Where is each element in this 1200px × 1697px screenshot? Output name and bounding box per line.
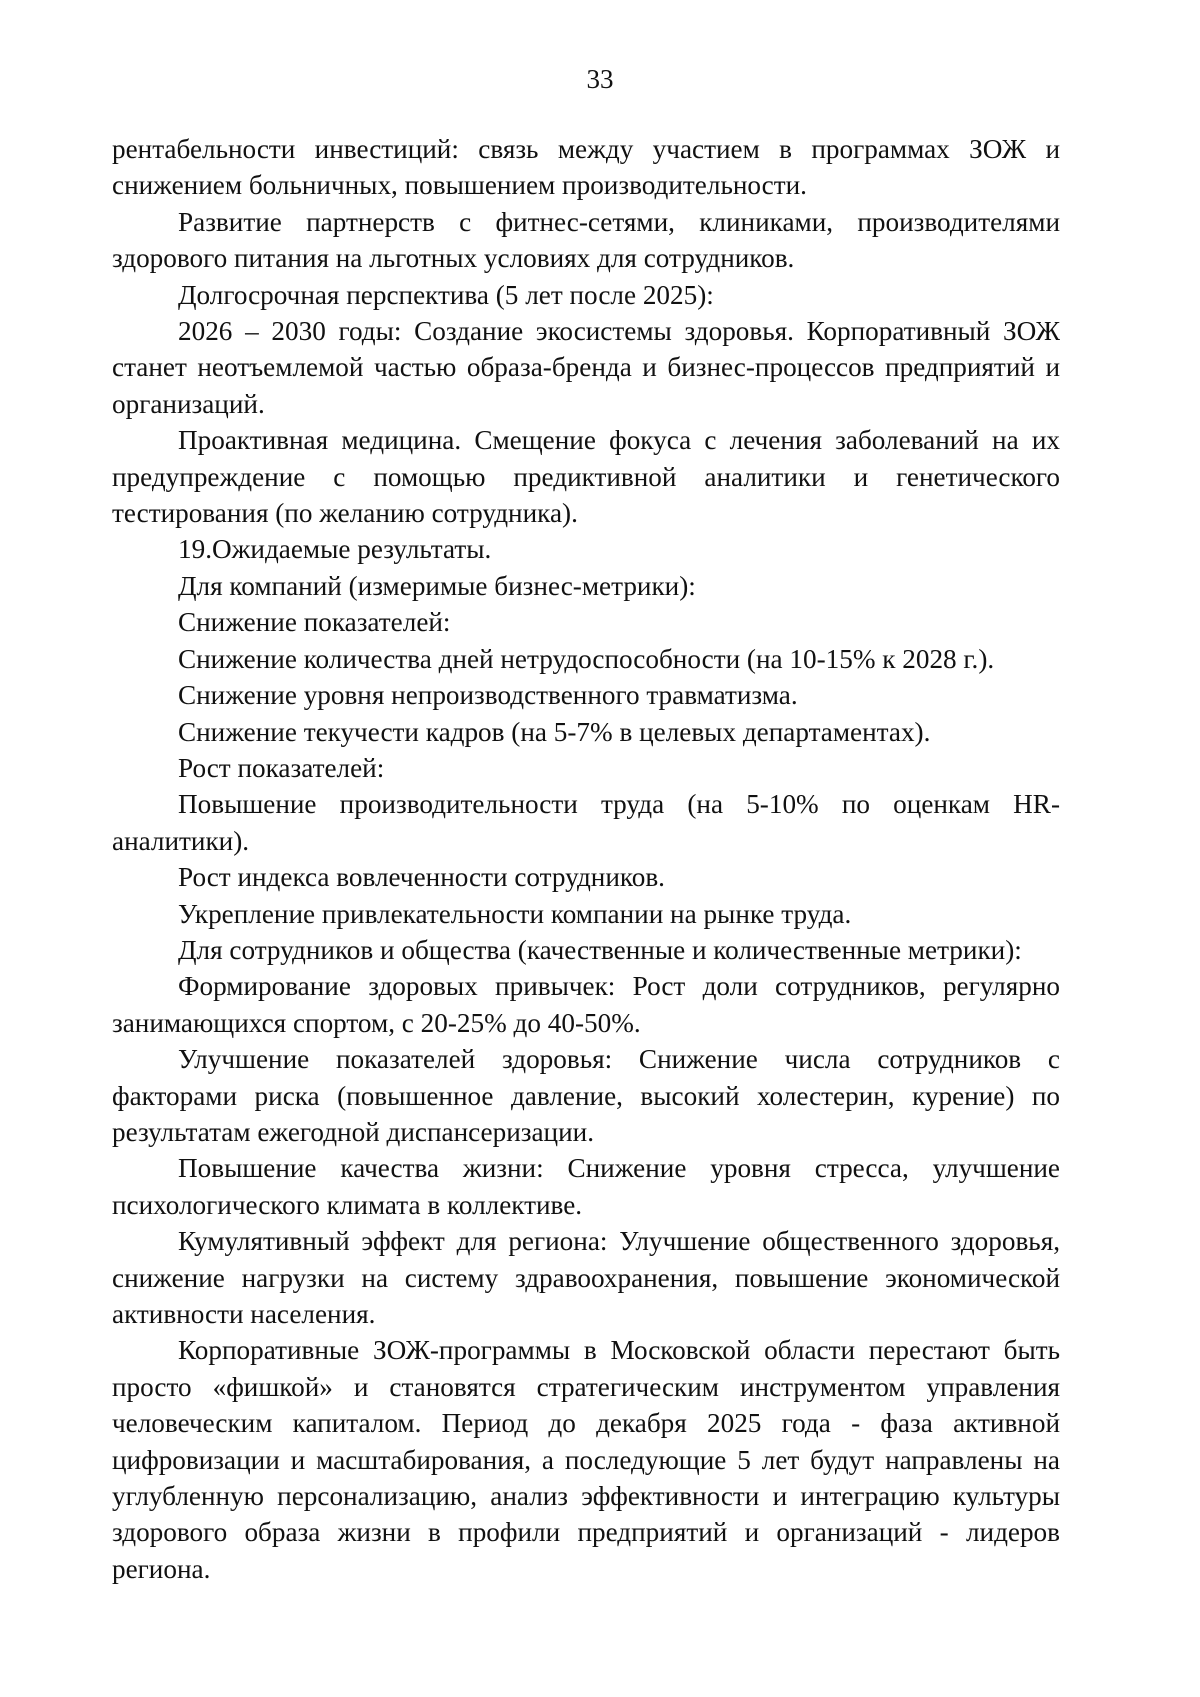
paragraph-long-term-heading: Долгосрочная перспектива (5 лет после 2025): [178,279,714,310]
paragraph-for-employees: Для сотрудников и общества (качественные и количественные метрики): [178,934,1022,965]
section-heading-expected-results: 19.Ожидаемые результаты. [178,534,492,565]
paragraph-health-indicators: Улучшение показателей здоровья: Снижение числа сотрудников с факторами риска (повышенное давление, высокий холестерин, курение) по результатам ежегодной диспансеризации. [112,1044,1060,1147]
page-number: 33 [586,64,614,94]
paragraph-healthy-habits: Формирование здоровых привычек: Рост доли сотрудников, регулярно занимающихся спортом, с 20-25% до 40-50%. [112,971,1060,1038]
paragraph-proactive-medicine: Проактивная медицина. Смещение фокуса с лечения заболеваний на их предупреждение с помощью предиктивной аналитики и генетического тестирования (по желанию сотрудника). [112,425,1060,529]
list-item-attractiveness: Укрепление привлекательности компании на рынке труда. [178,898,852,929]
paragraph-conclusion: Корпоративные ЗОЖ-программы в Московской области перестают быть просто «фишкой» и становятся стратегическим инструментом управления человеческим капиталом. Период до декабря 2025 года - фаза активной цифровизации и масштабирования, а последующие 5 лет будут направлены на углубленную персонализацию, анализ эффективности и интеграцию культуры здорового образа жизни в профили предприятий и организаций - лидеров региона. [112,1335,1060,1584]
document-body [112,131,1060,1587]
paragraph-2026-2030: 2026 – 2030 годы: Создание экосистемы здоровья. Корпоративный ЗОЖ станет неотъемлемой частью образа-бренда и бизнес-процессов предприятий и организаций. [112,316,1060,419]
paragraph-continuation: рентабельности инвестиций: связь между участием в программах ЗОЖ и снижением больничных, повышением производительности. [112,134,1060,201]
paragraph-quality-of-life: Повышение качества жизни: Снижение уровня стресса, улучшение психологического климата в коллективе. [112,1153,1060,1220]
list-item-engagement: Рост индекса вовлеченности сотрудников. [178,862,665,893]
paragraph-cumulative-effect: Кумулятивный эффект для региона: Улучшение общественного здоровья, снижение нагрузки на систему здравоохранения, повышение экономической активности населения. [112,1226,1060,1329]
list-item-injuries: Снижение уровня непроизводственного травматизма. [178,680,798,711]
paragraph-partnerships: Развитие партнерств с фитнес-сетями, клиниками, производителями здорового питания на льготных условиях для сотрудников. [112,206,1060,274]
paragraph-decrease-heading: Снижение показателей: [178,607,451,638]
list-item-turnover: Снижение текучести кадров (на 5-7% в целевых департаментах). [178,716,931,747]
paragraph-for-companies: Для компаний (измеримые бизнес-метрики): [178,570,696,601]
paragraph-growth-heading: Рост показателей: [178,752,385,783]
list-item-sick-days: Снижение количества дней нетрудоспособности (на 10-15% к 2028 г.). [178,643,995,674]
list-item-productivity: Повышение производительности труда (на 5-10% по оценкам HR-аналитики). [112,789,1060,856]
